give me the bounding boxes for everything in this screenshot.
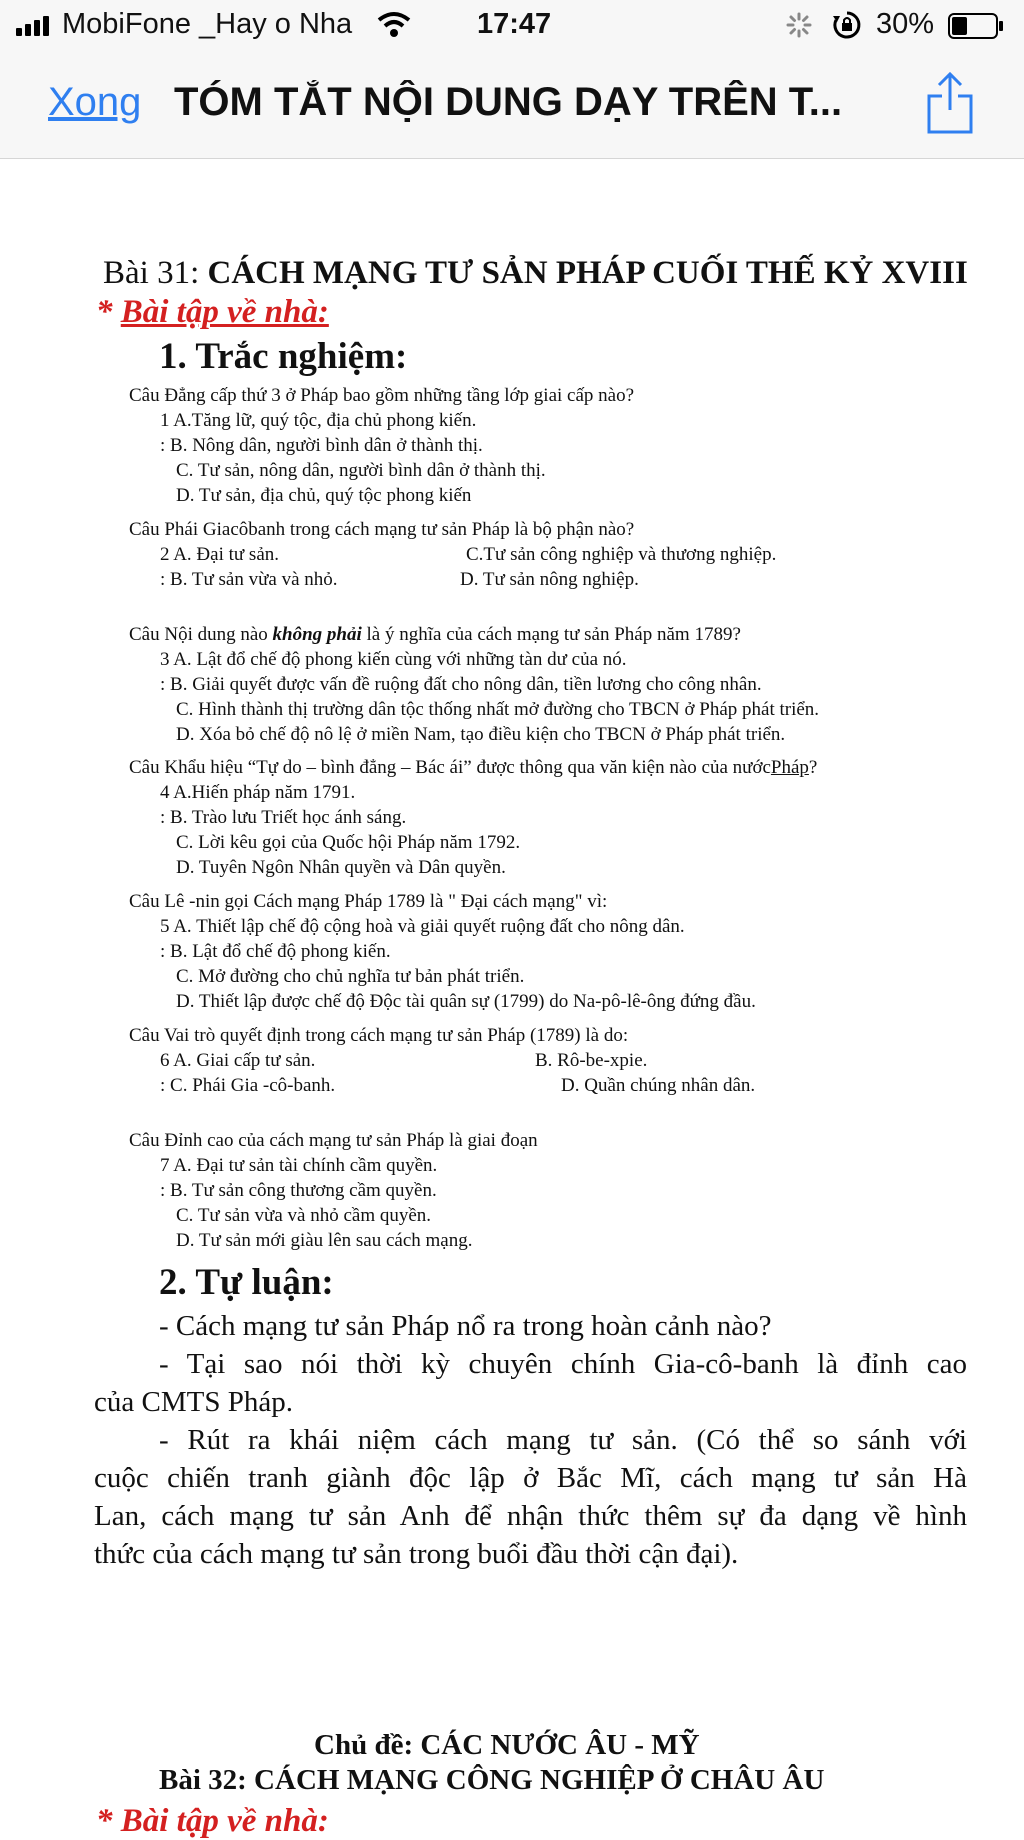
next-homework-heading-partial: * Bài tập về nhà:	[96, 1803, 329, 1839]
question-6-option-b: B. Rô-be-xpie.	[535, 1050, 648, 1071]
question-6-text: Câu Vai trò quyết định trong cách mạng tư sản Pháp (1789) là do:	[129, 1025, 629, 1046]
question-7-option-d: D. Tư sản mới giàu lên sau cách mạng.	[176, 1230, 473, 1251]
lesson-number: Bài 31:	[103, 255, 200, 291]
question-2-option-a: 2 A. Đại tư sản.	[160, 544, 280, 565]
question-7-option-b: : B. Tư sản công thương cầm quyền.	[160, 1180, 437, 1201]
question-3-option-c: C. Hình thành thị trường dân tộc thống nhất mở đường cho TBCN ở Pháp phát triển.	[176, 699, 820, 720]
homework-star: *	[96, 294, 113, 330]
question-3-text-start: Câu Nội dung nào	[129, 624, 268, 645]
question-3-emphasis: không phải	[272, 624, 362, 645]
lesson-heading	[103, 255, 968, 292]
essay-question-2-cont: của CMTS Pháp.	[94, 1386, 293, 1418]
question-4-option-c: C. Lời kêu gọi của Quốc hội Pháp năm 1792.	[176, 832, 521, 853]
question-1-option-c: C. Tư sản, nông dân, người bình dân ở thành thị.	[176, 460, 546, 481]
question-3-option-b: : B. Giải quyết được vấn đề ruộng đất cho nông dân, tiền lương cho công nhân.	[160, 674, 762, 695]
question-4-text	[129, 757, 817, 779]
question-1-text: Câu Đẳng cấp thứ 3 ở Pháp bao gồm những tầng lớp giai cấp nào?	[129, 385, 635, 406]
question-5-option-c: C. Mở đường cho chủ nghĩa tư bản phát triển.	[176, 966, 525, 987]
question-7-option-a: 7 A. Đại tư sản tài chính cầm quyền.	[160, 1155, 438, 1176]
essay-question-2: - Tại sao nói thời kỳ chuyên chính Gia-cô-banh là đỉnh cao	[159, 1348, 967, 1380]
battery-icon	[948, 13, 1004, 39]
question-4-text-start: Câu Khẩu hiệu “Tự do – bình đẳng – Bác ái” được thông qua văn kiện nào của nước	[129, 757, 771, 778]
essay-question-3-line-2: cuộc chiến tranh giành độc lập ở Bắc Mĩ, cách mạng tư sản Hà	[94, 1462, 967, 1494]
question-3-text	[129, 624, 741, 646]
clock: 17:47	[477, 8, 552, 40]
status-bar	[0, 0, 1024, 52]
question-6-option-c: : C. Phái Gia -cô-banh.	[160, 1075, 336, 1096]
rotation-lock-icon	[832, 10, 862, 40]
essay-question-3-line-3: Lan, cách mạng tư sản Anh để nhận thức thêm sự đa dạng về hình	[94, 1500, 967, 1532]
question-3-option-a: 3 A. Lật đổ chế độ phong kiến cùng với những tàn dư của nó.	[160, 649, 627, 670]
question-4-text-end: ?	[808, 757, 818, 778]
question-4-option-a: 4 A.Hiến pháp năm 1791.	[160, 782, 356, 803]
wifi-icon	[377, 10, 411, 38]
question-5-option-d: D. Thiết lập được chế độ Độc tài quân sự (1799) do Na-pô-lê-ông đứng đầu.	[176, 991, 756, 1012]
next-lesson-heading: Bài 32: CÁCH MẠNG CÔNG NGHIỆP Ở CHÂU ÂU	[159, 1764, 825, 1796]
activity-spinner-icon	[786, 12, 812, 38]
essay-question-1: - Cách mạng tư sản Pháp nổ ra trong hoàn cảnh nào?	[159, 1310, 772, 1342]
question-1-option-b: : B. Nông dân, người bình dân ở thành thị.	[160, 435, 483, 456]
question-2-text: Câu Phái Giacôbanh trong cách mạng tư sản Pháp là bộ phận nào?	[129, 519, 635, 540]
battery-percentage: 30%	[876, 8, 935, 40]
question-6-option-d: D. Quần chúng nhân dân.	[561, 1075, 756, 1096]
question-7-text: Câu Đỉnh cao của cách mạng tư sản Pháp là giai đoạn	[129, 1130, 538, 1151]
cellular-signal-icon	[16, 14, 49, 36]
section-multiple-choice: 1. Trắc nghiệm:	[159, 336, 408, 377]
question-3-option-d: D. Xóa bỏ chế độ nô lệ ở miền Nam, tạo điều kiện cho TBCN ở Pháp phát triển.	[176, 724, 786, 745]
question-1-option-d: D. Tư sản, địa chủ, quý tộc phong kiến	[176, 485, 472, 506]
question-5-option-b: : B. Lật đổ chế độ phong kiến.	[160, 941, 391, 962]
question-4-option-d: D. Tuyên Ngôn Nhân quyền và Dân quyền.	[176, 857, 506, 878]
question-4-option-b: : B. Trào lưu Triết học ánh sáng.	[160, 807, 407, 828]
homework-label: Bài tập về nhà:	[120, 294, 329, 330]
question-7-option-c: C. Tư sản vừa và nhỏ cầm quyền.	[176, 1205, 432, 1226]
share-icon[interactable]	[925, 70, 975, 136]
done-button[interactable]: Xong	[48, 80, 142, 124]
question-2-option-d: D. Tư sản nông nghiệp.	[460, 569, 639, 590]
carrier-name: MobiFone _Hay o Nha	[62, 8, 353, 40]
section-essay: 2. Tự luận:	[159, 1262, 334, 1303]
question-3-text-end: là ý nghĩa của cách mạng tư sản Pháp năm 1789?	[366, 624, 741, 645]
document-title: TÓM TẮT NỘI DUNG DẠY TRÊN T...	[174, 80, 843, 124]
question-1-option-a: 1 A.Tăng lữ, quý tộc, địa chủ phong kiến.	[160, 410, 477, 431]
document-viewer[interactable]	[0, 159, 1024, 1839]
essay-question-3-line-4: thức của cách mạng tư sản trong buổi đầu thời cận đại).	[94, 1538, 739, 1570]
next-topic-heading: Chủ đề: CÁC NƯỚC ÂU - MỸ	[314, 1729, 700, 1761]
question-5-text: Câu Lê -nin gọi Cách mạng Pháp 1789 là " Đại cách mạng" vì:	[129, 891, 608, 912]
question-4-underlined-word: Pháp	[770, 757, 809, 778]
navigation-bar	[0, 52, 1024, 159]
essay-question-3: - Rút ra khái niệm cách mạng tư sản. (Có thể so sánh với	[159, 1424, 967, 1456]
lesson-title: CÁCH MẠNG TƯ SẢN PHÁP CUỐI THẾ KỶ XVIII	[207, 255, 968, 291]
question-6-option-a: 6 A. Giai cấp tư sản.	[160, 1050, 316, 1071]
question-2-option-c: C.Tư sản công nghiệp và thương nghiệp.	[466, 544, 777, 565]
question-2-option-b: : B. Tư sản vừa và nhỏ.	[160, 569, 338, 590]
question-5-option-a: 5 A. Thiết lập chế độ cộng hoà và giải quyết ruộng đất cho nông dân.	[160, 916, 685, 937]
homework-heading	[96, 294, 329, 331]
